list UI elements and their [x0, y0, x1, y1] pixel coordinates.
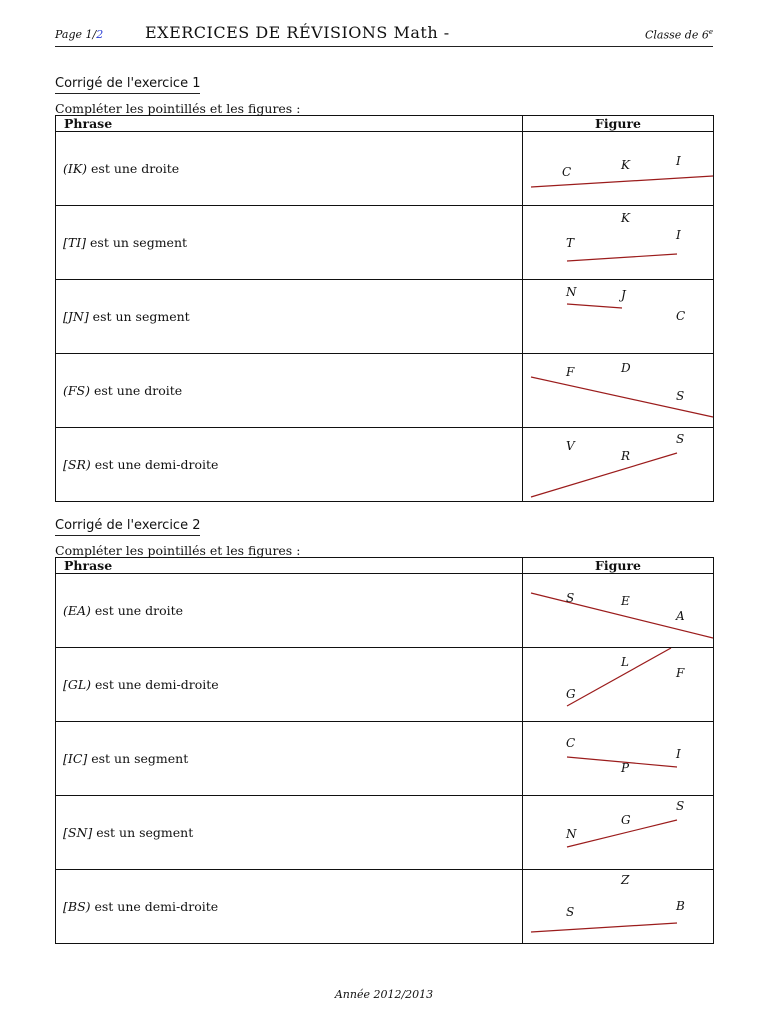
- point-label: J: [621, 288, 626, 302]
- phrase-notation: (FS): [63, 383, 90, 398]
- point-label: S: [676, 432, 685, 446]
- exercise-1-instruction: Compléter les pointillés et les figures :: [55, 101, 301, 116]
- figure-line: [531, 453, 677, 497]
- table-row: [56, 354, 714, 428]
- point-label: N: [566, 285, 577, 299]
- point-label: E: [621, 594, 630, 608]
- figure-line: [567, 648, 671, 706]
- phrase-text: est une droite: [90, 383, 183, 398]
- point-label: F: [676, 666, 685, 680]
- phrase-text: est une demi-droite: [90, 899, 219, 914]
- phrase-notation: [IC]: [63, 751, 88, 766]
- point-label: B: [676, 899, 685, 913]
- point-label: C: [566, 736, 576, 750]
- phrase-notation: [JN]: [63, 309, 89, 324]
- figure-cell: [523, 796, 714, 870]
- geometry-figure: [523, 132, 721, 205]
- phrase-notation: (EA): [63, 603, 91, 618]
- point-label: G: [621, 813, 631, 827]
- point-label: R: [621, 449, 631, 463]
- phrase-notation: [TI]: [63, 235, 87, 250]
- figure-line: [567, 254, 677, 261]
- table-row: [56, 870, 714, 944]
- point-label: N: [566, 827, 577, 841]
- phrase-cell: [56, 722, 523, 796]
- figure-cell: [523, 648, 714, 722]
- geometry-figure: [523, 280, 721, 353]
- figure-cell: [523, 574, 714, 648]
- table-row: [56, 132, 714, 206]
- point-label: F: [566, 365, 575, 379]
- geometry-figure: [523, 206, 721, 279]
- phrase-cell: [56, 428, 523, 502]
- phrase-text: est une droite: [90, 603, 184, 618]
- point-label: S: [676, 389, 685, 403]
- page-header: [55, 22, 713, 47]
- table-row: [56, 280, 714, 354]
- geometry-figure: [523, 722, 721, 795]
- table-row: [56, 574, 714, 648]
- phrase-cell: [56, 796, 523, 870]
- point-label: S: [676, 799, 685, 813]
- geometry-figure: [523, 796, 721, 869]
- exercise-1-title: Corrigé de l'exercice 1: [55, 76, 200, 94]
- point-label: S: [566, 591, 575, 605]
- point-label: D: [621, 361, 631, 375]
- exercise-2-title: Corrigé de l'exercice 2: [55, 518, 200, 536]
- figure-cell: [523, 206, 714, 280]
- phrase-cell: [56, 354, 523, 428]
- point-label: K: [621, 211, 630, 225]
- phrase-text: est une droite: [87, 161, 180, 176]
- phrase-notation: [BS): [63, 899, 91, 914]
- exercise-1-table: [55, 115, 714, 502]
- phrase-notation: (IK): [63, 161, 88, 176]
- class-label: Classe de 6e: [645, 28, 713, 42]
- geometry-figure: [523, 354, 721, 427]
- geometry-figure: [523, 428, 721, 501]
- exercise-2-instruction: Compléter les pointillés et les figures :: [55, 543, 301, 558]
- point-label: Z: [621, 873, 630, 887]
- table-row: [56, 428, 714, 502]
- geometry-figure: [523, 648, 721, 721]
- point-label: A: [676, 609, 685, 623]
- phrase-text: est un segment: [87, 751, 189, 766]
- table-row: [56, 722, 714, 796]
- column-header-phrase: Phrase: [56, 558, 523, 574]
- phrase-cell: [56, 574, 523, 648]
- phrase-cell: [56, 648, 523, 722]
- point-label: C: [676, 309, 686, 323]
- phrase-cell: [56, 870, 523, 944]
- figure-cell: [523, 870, 714, 944]
- page-footer: Année 2012/2013: [334, 988, 434, 1001]
- phrase-notation: [SN]: [63, 825, 93, 840]
- point-label: V: [566, 439, 575, 453]
- figure-line: [531, 176, 713, 187]
- column-header-phrase: Phrase: [56, 116, 523, 132]
- phrase-text: est une demi-droite: [91, 677, 219, 692]
- table-row: [56, 648, 714, 722]
- point-label: G: [566, 687, 576, 701]
- table-row: [56, 796, 714, 870]
- figure-line: [531, 923, 677, 932]
- phrase-notation: [GL): [63, 677, 92, 692]
- figure-cell: [523, 722, 714, 796]
- geometry-figure: [523, 870, 721, 943]
- page-number: Page 1/2: [55, 28, 104, 41]
- phrase-cell: [56, 280, 523, 354]
- point-label: I: [676, 154, 681, 168]
- column-header-figure: Figure: [523, 558, 714, 574]
- phrase-text: est un segment: [92, 825, 194, 840]
- point-label: K: [621, 158, 630, 172]
- page-total-link[interactable]: 2: [96, 28, 104, 41]
- figure-cell: [523, 280, 714, 354]
- figure-cell: [523, 354, 714, 428]
- point-label: C: [562, 165, 572, 179]
- point-label: L: [621, 655, 629, 669]
- phrase-text: est un segment: [86, 235, 188, 250]
- phrase-cell: [56, 132, 523, 206]
- point-label: I: [676, 747, 681, 761]
- document-title: EXERCICES DE RÉVISIONS Math -: [145, 23, 450, 42]
- figure-line: [567, 304, 622, 308]
- column-header-figure: Figure: [523, 116, 714, 132]
- figure-cell: [523, 428, 714, 502]
- figure-line: [531, 377, 713, 417]
- phrase-text: est un segment: [88, 309, 190, 324]
- figure-cell: [523, 132, 714, 206]
- point-label: P: [621, 761, 630, 775]
- phrase-cell: [56, 206, 523, 280]
- point-label: S: [566, 905, 575, 919]
- point-label: I: [676, 228, 681, 242]
- point-label: T: [566, 236, 575, 250]
- phrase-notation: [SR): [63, 457, 91, 472]
- exercise-2-table: [55, 557, 714, 944]
- table-row: [56, 206, 714, 280]
- geometry-figure: [523, 574, 721, 647]
- phrase-text: est une demi-droite: [90, 457, 219, 472]
